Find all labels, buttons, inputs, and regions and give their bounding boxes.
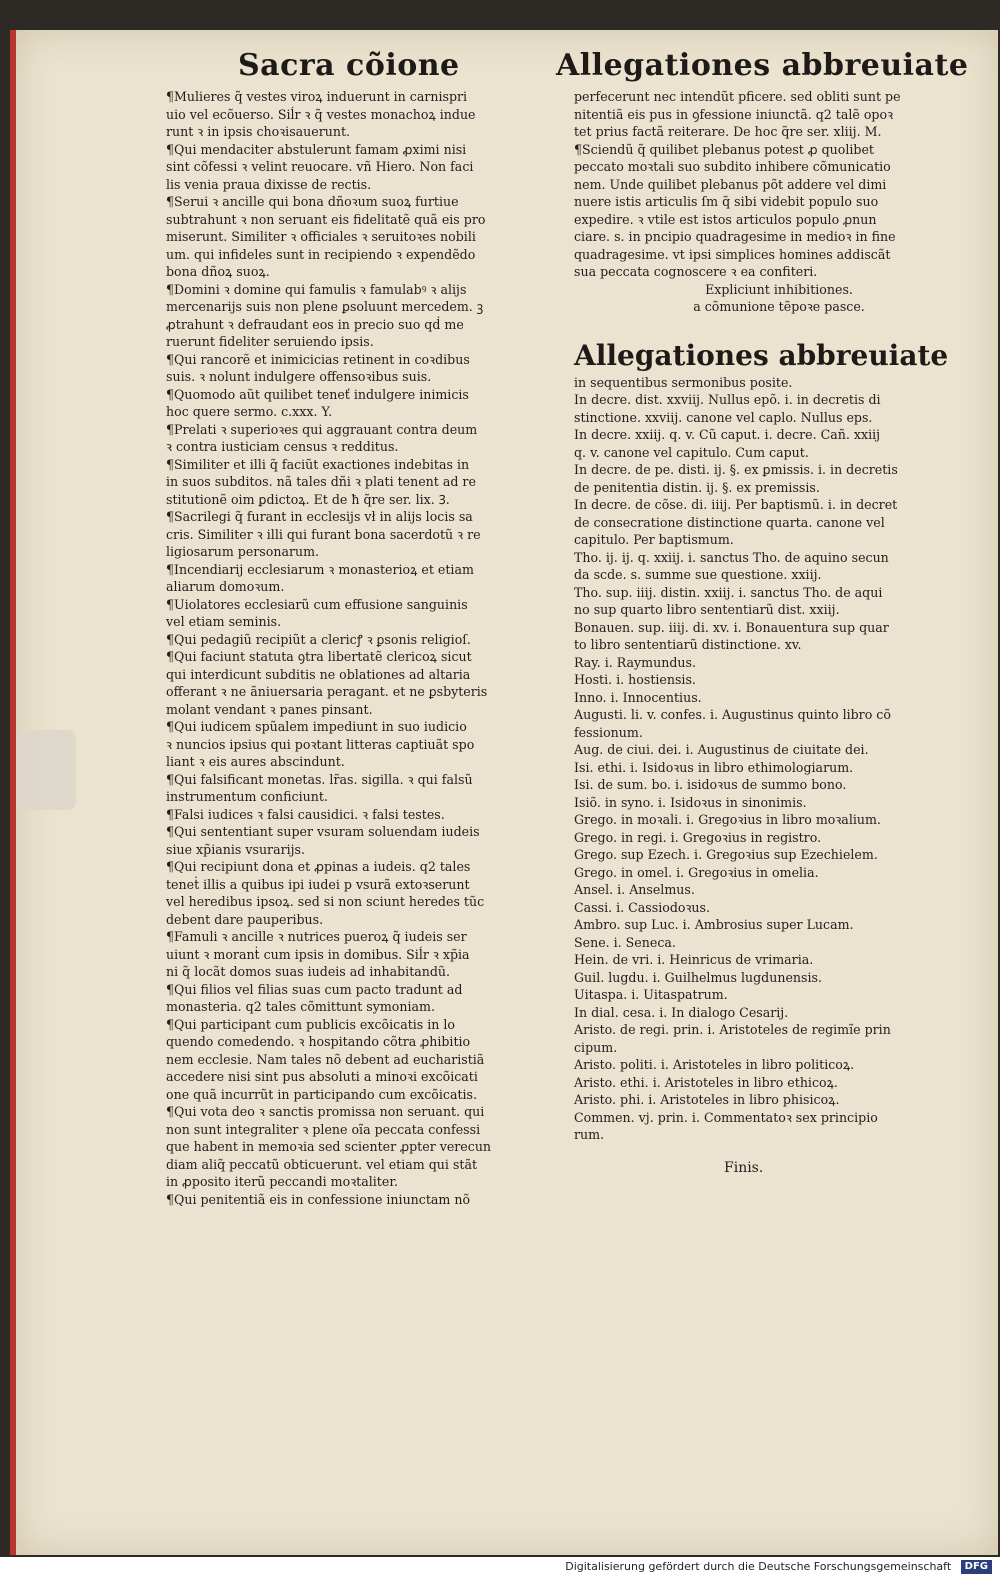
text-line: tet prius factã reiterare. De hoc q̃re ser. xliij. M. — [574, 124, 882, 139]
text-line: molant vendant ꝛ panes pinsant. — [166, 701, 373, 717]
digitization-footer — [0, 1557, 1000, 1577]
text-line: cris. Similiter ꝛ illi qui furant bona sacerdotũ ꝛ re — [166, 526, 481, 542]
text-line: ¶Qui penitentiã eis in confessione iniunctam nõ — [166, 1191, 471, 1207]
allegation-entry: capitulo. Per baptismum. — [574, 532, 734, 547]
text-line: ¶Qui filios vel filias suas cum pacto tradunt ad — [166, 981, 463, 997]
text-line: ꝓtrahunt ꝛ defraudant eos in precio suo qḋ me — [166, 316, 464, 332]
text-line: ¶Qui recipiunt dona et ꝓpinas a iudeis. q2 tales — [166, 859, 471, 874]
text-line: ¶Prelati ꝛ superioꝛes qui aggrauant contra deum — [166, 421, 478, 437]
text-line: ¶Qui falsificant monetas. lr̃as. sigilla. ꝛ qui falsũ — [166, 771, 473, 787]
allegation-entry: Aristo. ethi. i. Aristoteles in libro ethicoꝝ. — [574, 1074, 838, 1090]
text-line: um. qui infideles sunt in recipiendo ꝛ expendẽdo — [166, 246, 476, 262]
text-line: hoc quere sermo. c.xxx. Y. — [166, 404, 333, 419]
text-line: quendo comedendo. ꝛ hospitando cõtra ꝓhibitio — [166, 1034, 471, 1049]
text-line: suis. ꝛ nolunt indulgere offensoꝛibus suis. — [166, 369, 432, 384]
allegation-entry: Ansel. i. Anselmus. — [574, 882, 695, 897]
section-title: Allegationes abbreuiate — [574, 338, 949, 372]
allegations-list — [574, 391, 984, 1144]
allegation-entry: Grego. in moꝛali. i. Gregoꝛius in libro moꝛalium. — [574, 812, 881, 827]
text-line: uio vel ecõuerso. Siĺr ꝛ q̃ vestes monachoꝝ indue — [166, 106, 476, 122]
allegation-entry: In decre. de pe. disti. ij. §. ex ꝑmissis. i. in decretis — [574, 462, 898, 477]
text-line: ¶Qui pedagiũ recipiũt a clericꝭ ꝛ ꝑsonis religioſ. — [166, 631, 471, 647]
allegation-entry: to libro sententiarũ distinctione. xv. — [574, 637, 802, 652]
text-line: ꝛ contra iusticiam census ꝛ redditus. — [166, 439, 399, 454]
text-line: perfecerunt nec intendũt pficere. sed obliti sunt pe — [574, 89, 901, 104]
running-head-left: Sacra cõione — [238, 48, 460, 83]
finis-label: Finis. — [724, 1159, 764, 1176]
text-line: ¶Qui vota deo ꝛ sanctis promissa non seruant. qui — [166, 1104, 485, 1119]
text-line: diam aliq̃ peccatũ obticuerunt. vel etiam qui stãt — [166, 1156, 478, 1172]
text-line: peccato moꝛtali suo subdito inhibere cõmunicatio — [574, 159, 891, 174]
allegation-entry: In decre. dist. xxviij. Nullus epõ. i. in decretis di — [574, 392, 881, 407]
text-line: que habent in memoꝛia sed scienter ꝓpter verecun — [166, 1139, 492, 1154]
text-line: teneṫ illis a quibus ipi iudei p vsurã extoꝛserunt — [166, 876, 470, 892]
footer-text: Digitalisierung gefördert durch die Deutsche Forschungsgemeinschaft — [565, 1560, 952, 1573]
allegation-entry: Grego. sup Ezech. i. Gregoꝛius sup Ezechielem. — [574, 847, 878, 862]
text-line: ꝛ nuncios ipsius qui poꝛtant litteras captiuãt spo — [166, 736, 475, 752]
text-line: runt ꝛ in ipsis choꝛisauerunt. — [166, 124, 351, 139]
explicit-line: a cõmunione tẽpoꝛe pasce. — [693, 299, 865, 314]
allegation-entry: Aristo. phi. i. Aristoteles in libro phisicoꝝ. — [574, 1092, 840, 1107]
text-line: miserunt. Similiter ꝛ officiales ꝛ seruitoꝛes nobili — [166, 229, 476, 244]
allegation-entry: Grego. in omel. i. Gregoꝛius in omelia. — [574, 864, 819, 880]
allegation-entry: de penitentia distin. ij. §. ex premissis. — [574, 479, 820, 495]
allegation-entry: Aristo. de regi. prin. i. Aristoteles de regimĩe prin — [574, 1022, 891, 1037]
dfg-logo: DFG — [961, 1560, 992, 1574]
text-line: one quã incurrũt in participando cum excõicatis. — [166, 1086, 478, 1102]
allegation-entry: Ambro. sup Luc. i. Ambrosius super Lucam. — [574, 917, 854, 932]
text-line: ni q̃ locãt domos suas iudeis ad inhabitandũ. — [166, 964, 451, 979]
allegation-entry: Bonauen. sup. iiij. di. xv. i. Bonauentura sup quar — [574, 619, 889, 635]
text-line: ligiosarum personarum. — [166, 544, 320, 559]
running-head-right: Allegationes abbreuiate — [556, 48, 969, 83]
allegation-entry: no sup quarto libro sententiarũ dist. xxiij. — [574, 602, 840, 617]
text-line: ¶Qui participant cum publicis excõicatis in lo — [166, 1016, 456, 1032]
allegation-entry: Isi. de sum. bo. i. isidoꝛus de summo bono. — [574, 777, 847, 792]
allegation-entry: Isi. ethi. i. Isidoꝛus in libro ethimologiarum. — [574, 759, 854, 775]
text-line: vel heredibus ipsoꝝ. sed si non sciunt heredes tũc — [166, 894, 485, 909]
allegation-entry: stinctione. xxviij. canone vel caplo. Nullus eps. — [574, 409, 873, 425]
allegation-entry: Hein. de vri. i. Heinricus de vrimaria. — [574, 952, 814, 967]
allegation-entry: Augusti. li. v. confes. i. Augustinus quinto libro cõ — [574, 707, 891, 722]
book-page — [10, 30, 998, 1555]
text-line: ¶Qui faciunt statuta ꝯtra libertatẽ clericoꝝ sicut — [166, 649, 472, 664]
allegation-entry: Aug. de ciui. dei. i. Augustinus de ciuitate dei. — [574, 742, 869, 757]
section-subtitle: in sequentibus sermonibus posite. — [574, 374, 793, 390]
text-line: monasteria. q2 tales cõmittunt symoniam. — [166, 999, 435, 1014]
allegation-entry: Aristo. politi. i. Aristoteles in libro politicoꝝ. — [574, 1057, 855, 1072]
allegation-entry: Inno. i. Innocentius. — [574, 689, 702, 705]
text-line: ¶Quomodo aũt quilibet teneť indulgere inimicis — [166, 386, 469, 402]
text-line: non sunt integraliter ꝛ plene oĩa peccata confessi — [166, 1121, 481, 1137]
page-clip — [16, 730, 76, 810]
text-line: siue xp̃ianis vsurarijs. — [166, 841, 305, 857]
text-line: ¶Qui rancorẽ et inimicicias retinent in coꝛdibus — [166, 351, 470, 367]
allegation-entry: de consecratione distinctione quarta. canone vel — [574, 514, 885, 530]
text-line: qui interdicunt subditis ne oblationes ad altaria — [166, 666, 471, 682]
allegation-entry: da scde. s. summe sue questione. xxiij. — [574, 567, 822, 582]
allegation-entry: Guil. lugdu. i. Guilhelmus lugdunensis. — [574, 969, 822, 985]
text-line: ¶Qui mendaciter abstulerunt famam ꝓximi nisi — [166, 141, 467, 157]
text-line: offerant ꝛ ne ãniuersaria peragant. et ne ꝑsbyteris — [166, 684, 488, 699]
text-line: ¶Serui ꝛ ancille qui bona dñoꝛum suoꝝ furtiue — [166, 194, 459, 209]
text-line: quadragesime. vt ipsi simplices homines addiscãt — [574, 246, 891, 262]
text-line: nem ecclesie. Nam tales nõ debent ad eucharistiã — [166, 1051, 485, 1067]
text-line: in ꝓposito iterũ peccandi moꝛtaliter. — [166, 1174, 398, 1189]
text-line: ¶Similiter et illi q̃ faciũt exactiones indebitas in — [166, 456, 470, 472]
allegation-entry: Isiõ. in syno. i. Isidoꝛus in sinonimis. — [574, 794, 807, 810]
text-line: ruerunt fideliter seruiendo ipsis. — [166, 334, 374, 349]
text-line: ¶Qui sententiant super vsuram soluendam iudeis — [166, 824, 480, 839]
allegation-entry: In dial. cesa. i. In dialogo Cesarij. — [574, 1004, 789, 1020]
text-line: subtrahunt ꝛ non seruant eis fidelitatẽ quã eis pro — [166, 211, 486, 227]
left-column — [166, 88, 556, 1208]
text-line: ¶Domini ꝛ domine qui famulis ꝛ famulabꝰ ꝛ alijs — [166, 281, 467, 297]
text-line: vel etiam seminis. — [166, 614, 282, 629]
allegation-entry: In decre. xxiij. q. v. Cũ caput. i. decre. Cañ. xxiij — [574, 427, 881, 442]
text-line: sint cõfessi ꝛ velint reuocare. vñ Hiero. Non faci — [166, 159, 474, 174]
right-paragraph — [574, 88, 984, 281]
right-column — [574, 88, 984, 1177]
text-line: nem. Unde quilibet plebanus põt addere vel dimi — [574, 176, 887, 192]
allegation-entry: In decre. de cõse. di. iiij. Per baptismũ. i. in decret — [574, 497, 898, 512]
text-line: uiunt ꝛ moranṫ cum ipsis in domibus. Siĺr ꝛ xp̃ia — [166, 946, 470, 962]
allegation-entry: Uitaspa. i. Uitaspatrum. — [574, 987, 728, 1002]
allegation-entry: Commen. vj. prin. i. Commentatoꝛ sex principio — [574, 1109, 878, 1125]
text-line: nuere istis articulis ſm q̃ sibi videbit populo suo — [574, 194, 879, 209]
allegation-entry: Cassi. i. Cassiodoꝛus. — [574, 899, 711, 915]
text-line: liant ꝛ eis aures abscindunt. — [166, 754, 345, 769]
allegation-entry: Hosti. i. hostiensis. — [574, 672, 696, 687]
text-line: ¶Qui iudicem spũalem impediunt in suo iudicio — [166, 719, 467, 734]
text-line: ¶Incendiarij ecclesiarum ꝛ monasterioꝝ et etiam — [166, 561, 474, 577]
text-line: lis venia praua dixisse de rectis. — [166, 176, 372, 192]
text-line: expedire. ꝛ vtile est istos articulos populo ꝓnun — [574, 211, 877, 227]
text-line: ¶Sacrilegi q̃ furant in ecclesijs vł in alijs locis sa — [166, 509, 473, 524]
text-line: sua peccata cognoscere ꝛ ea confiteri. — [574, 264, 818, 279]
allegation-entry: rum. — [574, 1127, 605, 1142]
text-line: instrumentum conficiunt. — [166, 789, 328, 804]
text-line: ¶Uiolatores ecclesiarũ cum effusione sanguinis — [166, 596, 468, 612]
allegation-entry: q. v. canone vel capitulo. Cum caput. — [574, 444, 809, 460]
text-line: nitentiã eis pus in ꝯfessione iniunctã. q2 talẽ opoꝛ — [574, 106, 894, 122]
text-line: debent dare pauperibus. — [166, 911, 324, 927]
allegation-entry: Sene. i. Seneca. — [574, 934, 676, 950]
text-line: mercenarijs suis non plene ꝑsoluunt mercedem. ꝫ — [166, 299, 484, 314]
allegation-entry: Grego. in regi. i. Gregoꝛius in registro. — [574, 829, 822, 845]
allegation-entry: fessionum. — [574, 724, 643, 740]
allegation-entry: Ray. i. Raymundus. — [574, 654, 696, 670]
allegation-entry: Tho. ij. ij. q. xxiij. i. sanctus Tho. de aquino secun — [574, 549, 889, 565]
explicit-line: Expliciunt inhibitiones. — [705, 281, 853, 297]
text-line: accedere nisi sint pus absoluti a minoꝛi excõicati — [166, 1069, 478, 1084]
text-line: bona dñoꝝ suoꝝ. — [166, 264, 270, 279]
text-line: stitutionẽ oim ꝑdictoꝝ. Et de ħ q̃re ser. lix. Ꝫ. — [166, 491, 450, 507]
text-line: aliarum domoꝛum. — [166, 579, 285, 594]
explicit-block — [574, 281, 984, 316]
text-line: ¶Falsi iudices ꝛ falsi causidici. ꝛ falsi testes. — [166, 806, 445, 822]
text-line: ¶Famuli ꝛ ancille ꝛ nutrices pueroꝝ q̃ iudeis ser — [166, 929, 467, 944]
text-line: ¶Sciendũ q̃ quilibet plebanus potest ꝓ quolibet — [574, 141, 874, 157]
allegation-entry: cipum. — [574, 1039, 618, 1055]
text-line: ¶Mulieres q̃ vestes viroꝝ induerunt in carnispri — [166, 89, 468, 104]
text-line: ciare. s. in pncipio quadragesime in medioꝛ in fine — [574, 229, 896, 244]
allegation-entry: Tho. sup. iiij. distin. xxiij. i. sanctus Tho. de aqui — [574, 584, 883, 600]
text-line: in suos subditos. nã tales dñi ꝛ plati tenent ad re — [166, 474, 476, 489]
